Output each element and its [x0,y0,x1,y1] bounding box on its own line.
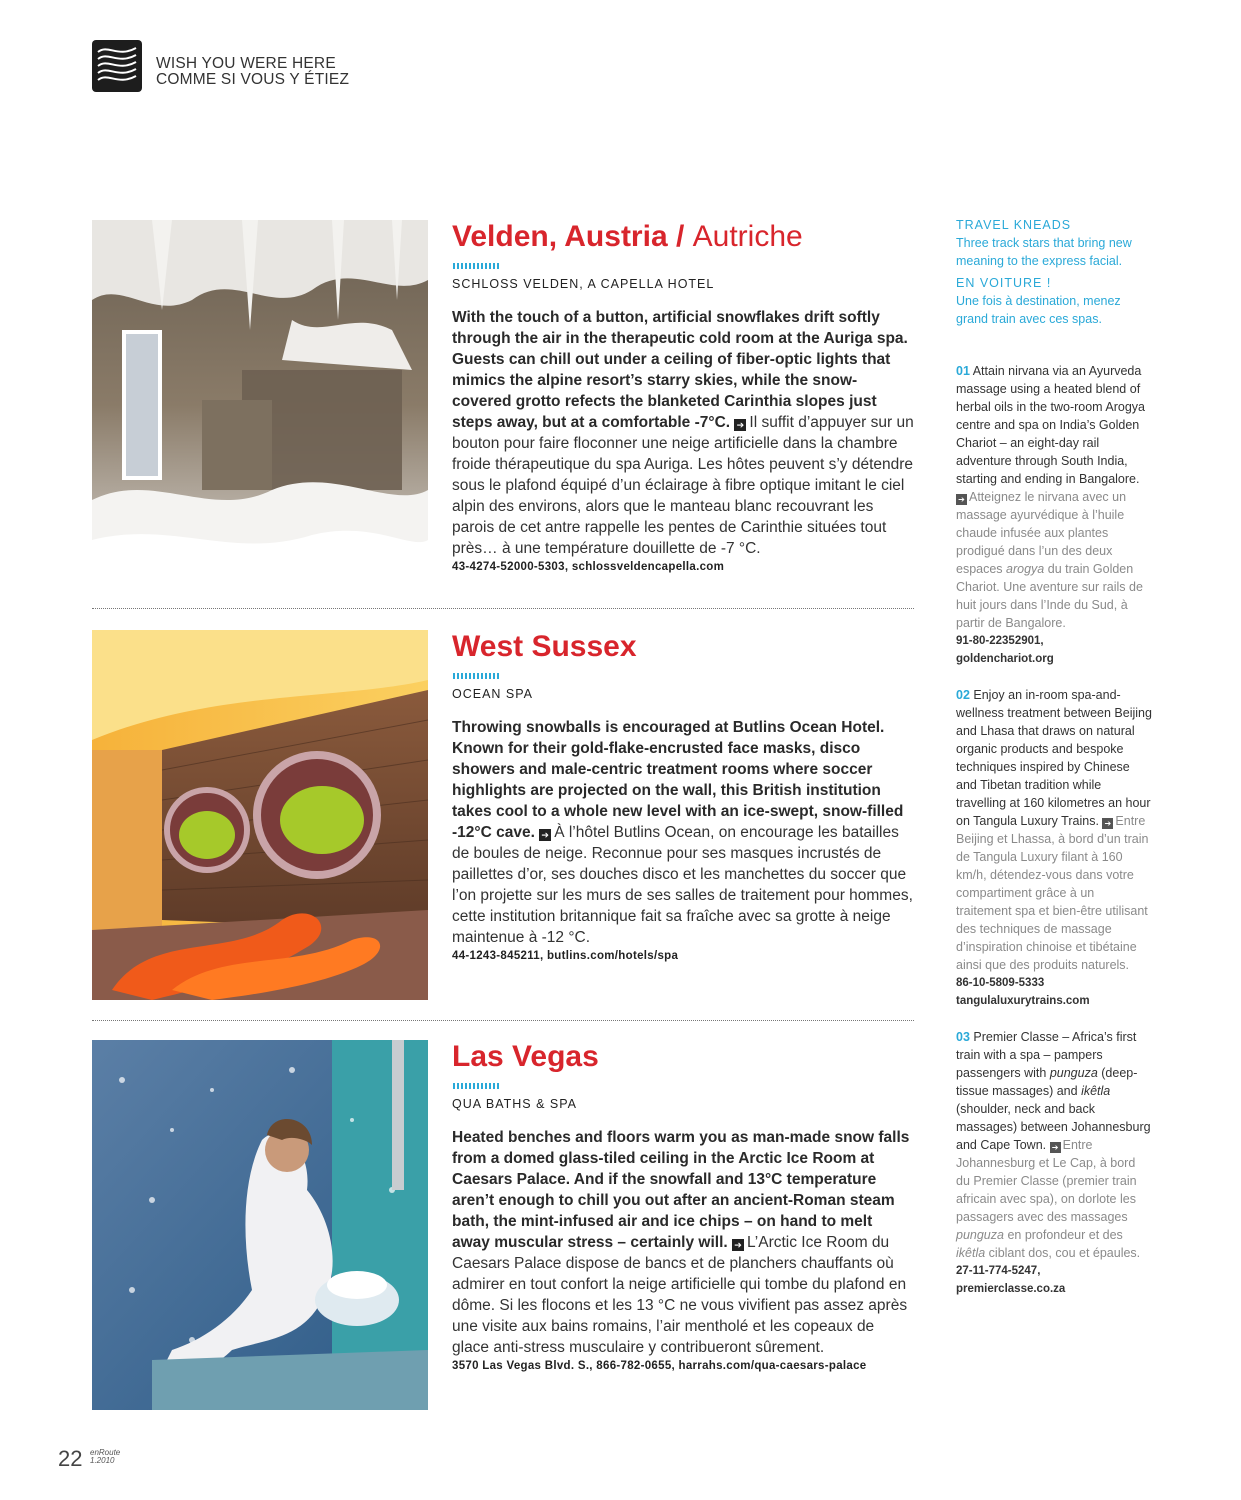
sidebar-item-03 [956,1028,1152,1298]
venue-name: OCEAN SPA [452,687,534,701]
item-contact: 91-80-22352901, goldenchariot.org [956,635,1054,665]
arrow-icon: ➔ [1050,1142,1061,1153]
magazine-issue: enRoute 1.2010 [90,1448,121,1465]
item-contact: 27-11-774-5247, premierclasse.co.za [956,1265,1066,1295]
sidebar-travel-kneads [956,216,1152,1298]
article-text [452,220,914,573]
article-body [452,1127,914,1358]
sidebar-subtitle-en: Three track stars that bring new meaning to the express facial. [956,236,1132,268]
tick-marks [453,673,499,679]
item-text-fr: Atteignez le nirvana avec un massage ayurvédique à l’huile chaude infusée aux plantes prodigué dans l’un des deux espaces arogya du train Golden Chariot. Une aventure sur rails de huit jours dans l’Inde du Sud, à partir de Bangalore. [956,490,1143,630]
sidebar-heading-en: TRAVEL KNEADS [956,218,1072,232]
tick-marks [453,1083,499,1089]
section-title [156,56,476,88]
item-number: 02 [956,688,970,702]
item-text-en: Enjoy an in-room spa-and-wellness treatment between Beijing and Lhasa that draws on natural organic products and bespoke techniques inspired by Chinese and Tibetan tradition while travelling at 160 kilometres an hour on Tangula Luxury Trains. [956,688,1152,828]
item-text-en: Premier Classe – Africa’s first train with a spa – pampers passengers with punguza (deep-tissue massages) and ikêtla (shoulder, neck and back massages) between Johannesburg and Cape Town. [956,1030,1151,1152]
item-text-fr: Entre Beijing et Lhassa, à bord d’un train de Tangula Luxury filant à 160 km/h, détendez-vous dans votre compartiment grâce à un traitement spa et bien-être utilisant des techniques de massage d’inspiration chinoise et tibétaine ainsi que des produits naturels. [956,814,1149,972]
item-contact: 86-10-5809-5333 tangulaluxurytrains.com [956,977,1090,1007]
tick-marks [453,263,499,269]
item-text-en: Attain nirvana via an Ayurveda massage using a heated blend of herbal oils in the two-room Arogya centre and spa on India’s Golden Chariot – an eight-day rail adventure through South India, starting and ending in Bangalore. [956,364,1145,486]
sidebar-subtitle-fr: Une fois à destination, menez grand train avec ces spas. [956,294,1121,326]
article-title: West Sussex [452,630,637,663]
venue-name: QUA BATHS & SPA [452,1097,577,1111]
arrow-icon: ➔ [732,1239,744,1251]
dotted-divider [92,608,914,609]
dotted-divider [92,1020,914,1021]
sidebar-item-02 [956,686,1152,1010]
body-en: Heated benches and floors warm you as man-made snow falls from a domed glass-tiled ceiling in the Arctic Ice Room at Caesars Palace. And if the snowfall and 13°C temperature aren’t enough to chill you out after an ancient-Roman steam bath, the mint-infused air and ice chips – on hand to melt away muscular stress – certainly will. [452,1129,910,1251]
arrow-icon: ➔ [539,829,551,841]
article-text [452,630,914,962]
article-text [452,1040,914,1372]
body-en: Throwing snowballs is encouraged at Butlins Ocean Hotel. Known for their gold-flake-encrusted face masks, disco showers and male-centric treatment rooms where soccer highlights are projected on the wall, this British institution takes cool to a whole new level with an ice-swept, snow-filled -12°C cave. [452,719,904,841]
page-number: 22 [58,1446,83,1471]
item-number: 03 [956,1030,970,1044]
arrow-icon: ➔ [734,419,746,431]
article-body [452,717,914,948]
section-title-en: WISH YOU WERE HERE [156,55,336,72]
body-fr: L’Arctic Ice Room du Caesars Palace dispose de bancs et de planchers chauffants où admirer en tout confort la neige artificielle qui tombe du plafond en dôme. Si les flocons et les 13 °C ne vous vivifient pas assez après une visite aux bains romains, l’air mentholé et les copeaux de glace anti-stress musculaire y contribueront sûrement. [452,1234,908,1356]
sidebar-item-01 [956,362,1152,668]
article-title [452,220,914,254]
item-text-fr: Entre Johannesburg et Le Cap, à bord du Premier Classe (premier train africain avec spa), on dorlote les passagers avec des massages punguza en profondeur et des ikêtla ciblant dos, cou et épaules. [956,1138,1141,1260]
ice-grotto-photo [92,220,428,590]
arrow-icon: ➔ [1102,818,1113,829]
ocean-spa-photo [92,630,428,1000]
title-en: Velden, Austria / [452,220,693,253]
body-fr: Il suffit d’appuyer sur un bouton pour faire floconner une neige artificielle dans la chambre froide thérapeutique du spa Auriga. Les hôtes peuvent s’y détendre sous le plafond équipé d’un éclairage à fibre optique imitant le ciel alpin des environs, alors que le manteau blanc recouvrant les parois de cet antre rappelle les pentes de Carinthie situées tout près… à une température douillette de -7 °C. [452,414,914,557]
contact-info: 44-1243-845211, butlins.com/hotels/spa [452,950,679,962]
arrow-icon: ➔ [956,494,967,505]
title-fr: Autriche [692,220,803,253]
arctic-ice-room-photo [92,1040,428,1410]
article-body [452,307,914,559]
venue-name: SCHLOSS VELDEN, A CAPELLA HOTEL [452,277,715,291]
section-title-fr: COMME SI VOUS Y ÉTIEZ [156,71,350,88]
wave-lines-icon [92,40,142,92]
article-title: Las Vegas [452,1040,599,1073]
contact-info: 3570 Las Vegas Blvd. S., 866-782-0655, harrahs.com/qua-caesars-palace [452,1360,867,1372]
body-fr: À l’hôtel Butlins Ocean, on encourage les batailles de boules de neige. Reconnue pour ses masques incrustés de paillettes d’or, ses douches disco et les manchettes du soccer que l’on projette sur les murs de ses salles de traitement pour hommes, cette institution britannique fait sa fraîche avec sa grotte à neige maintenue à -12 °C. [452,824,913,946]
sidebar-heading-fr: EN VOITURE ! [956,276,1052,290]
body-en: With the touch of a button, artificial snowflakes drift softly through the air in the therapeutic cold room at the Auriga spa. Guests can chill out under a ceiling of fiber-optic lights that mimics the alpine resort’s starry skies, while the snow-covered grotto refects the blanketed Carinthia slopes just steps away, but at a comfortable -7°C. [452,309,908,431]
contact-info: 43-4274-52000-5303, schlossveldencapella.com [452,561,725,573]
item-number: 01 [956,364,970,378]
